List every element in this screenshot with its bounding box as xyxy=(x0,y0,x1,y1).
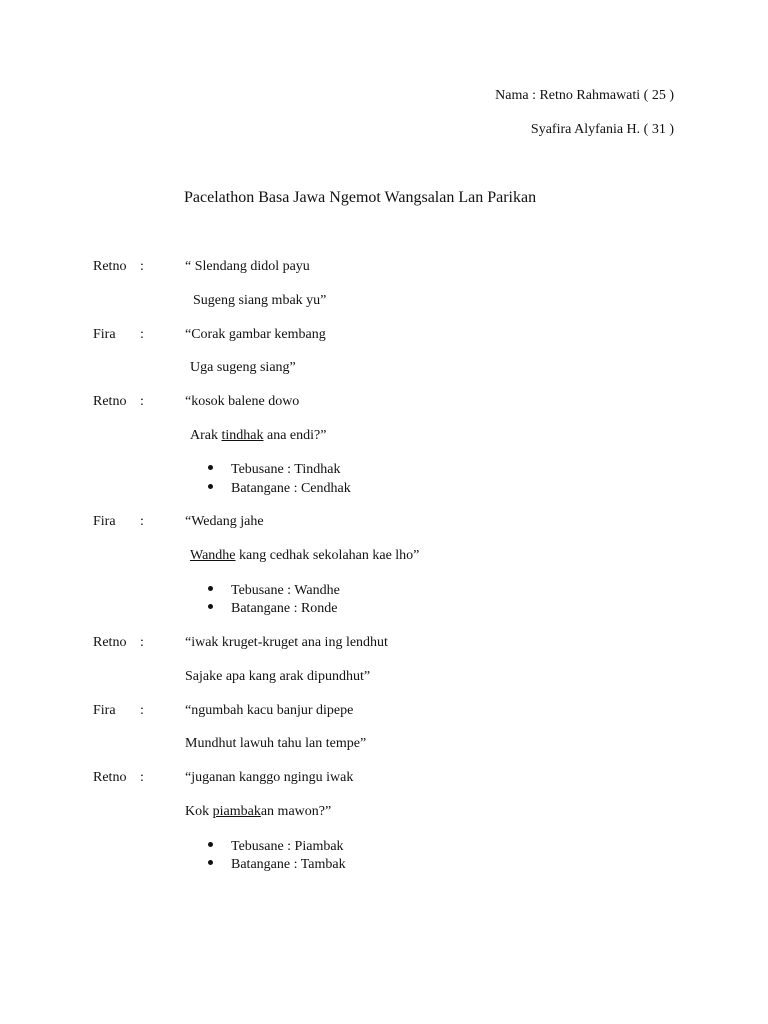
author-line-2: Syafira Alyfania H. ( 31 ) xyxy=(530,122,674,137)
speaker-colon: : xyxy=(140,703,144,718)
speaker-colon: : xyxy=(140,635,144,650)
author-line-1: Nama : Retno Rahmawati ( 25 ) xyxy=(495,88,674,103)
dialogue-line xyxy=(190,548,419,564)
speaker-name: Retno xyxy=(93,259,127,274)
dialogue-line: Sajake apa kang arak dipundhut” xyxy=(185,669,371,684)
bullet-item xyxy=(208,481,351,497)
line-text: ana endi?” xyxy=(263,428,327,443)
underlined-word: tindhak xyxy=(221,428,264,443)
bullet-dot-icon xyxy=(208,860,213,865)
bullet-text: Batangane : Cendhak xyxy=(231,481,351,496)
bullet-item xyxy=(208,839,344,855)
speaker-colon: : xyxy=(140,259,144,274)
speaker-colon: : xyxy=(140,770,144,785)
bullet-dot-icon xyxy=(208,842,213,847)
document-title: Pacelathon Basa Jawa Ngemot Wangsalan Lan Parikan xyxy=(184,189,537,206)
speaker-colon: : xyxy=(140,394,144,409)
dialogue-line xyxy=(185,804,331,820)
line-text: Kok xyxy=(185,804,213,819)
dialogue-line: “ngumbah kacu banjur dipepe xyxy=(185,703,354,718)
dialogue-line: Sugeng siang mbak yu” xyxy=(193,293,327,308)
bullet-dot-icon xyxy=(208,484,213,489)
bullet-text: Tebusane : Wandhe xyxy=(231,583,340,598)
dialogue-line: “ Slendang didol payu xyxy=(185,259,310,274)
dialogue-line: “kosok balene dowo xyxy=(185,394,300,409)
underlined-word: Wandhe xyxy=(190,548,236,563)
bullet-text: Batangane : Tambak xyxy=(231,857,346,872)
bullet-text: Batangane : Ronde xyxy=(231,601,338,616)
bullet-dot-icon xyxy=(208,586,213,591)
dialogue-line: “iwak kruget-kruget ana ing lendhut xyxy=(185,635,388,650)
line-text: Arak xyxy=(190,428,222,443)
speaker-name: Fira xyxy=(93,703,116,718)
dialogue-line: “Wedang jahe xyxy=(185,514,264,529)
bullet-item xyxy=(208,601,338,617)
bullet-dot-icon xyxy=(208,465,213,470)
underlined-word: piambak xyxy=(212,804,261,819)
speaker-name: Fira xyxy=(93,327,116,342)
bullet-item xyxy=(208,583,340,599)
speaker-colon: : xyxy=(140,514,144,529)
dialogue-line: Mundhut lawuh tahu lan tempe” xyxy=(185,736,367,751)
speaker-colon: : xyxy=(140,327,144,342)
bullet-item xyxy=(208,857,346,873)
line-text: kang cedhak sekolahan kae lho” xyxy=(235,548,420,563)
dialogue-line: Uga sugeng siang” xyxy=(190,360,296,375)
dialogue-line: “Corak gambar kembang xyxy=(185,327,326,342)
speaker-name: Fira xyxy=(93,514,116,529)
bullet-dot-icon xyxy=(208,604,213,609)
dialogue-line xyxy=(190,428,326,444)
speaker-name: Retno xyxy=(93,394,127,409)
bullet-item xyxy=(208,462,340,478)
dialogue-line: “juganan kanggo ngingu iwak xyxy=(185,770,354,785)
speaker-name: Retno xyxy=(93,770,127,785)
bullet-text: Tebusane : Piambak xyxy=(231,839,344,854)
line-text: an mawon?” xyxy=(260,804,332,819)
speaker-name: Retno xyxy=(93,635,127,650)
bullet-text: Tebusane : Tindhak xyxy=(231,462,341,477)
